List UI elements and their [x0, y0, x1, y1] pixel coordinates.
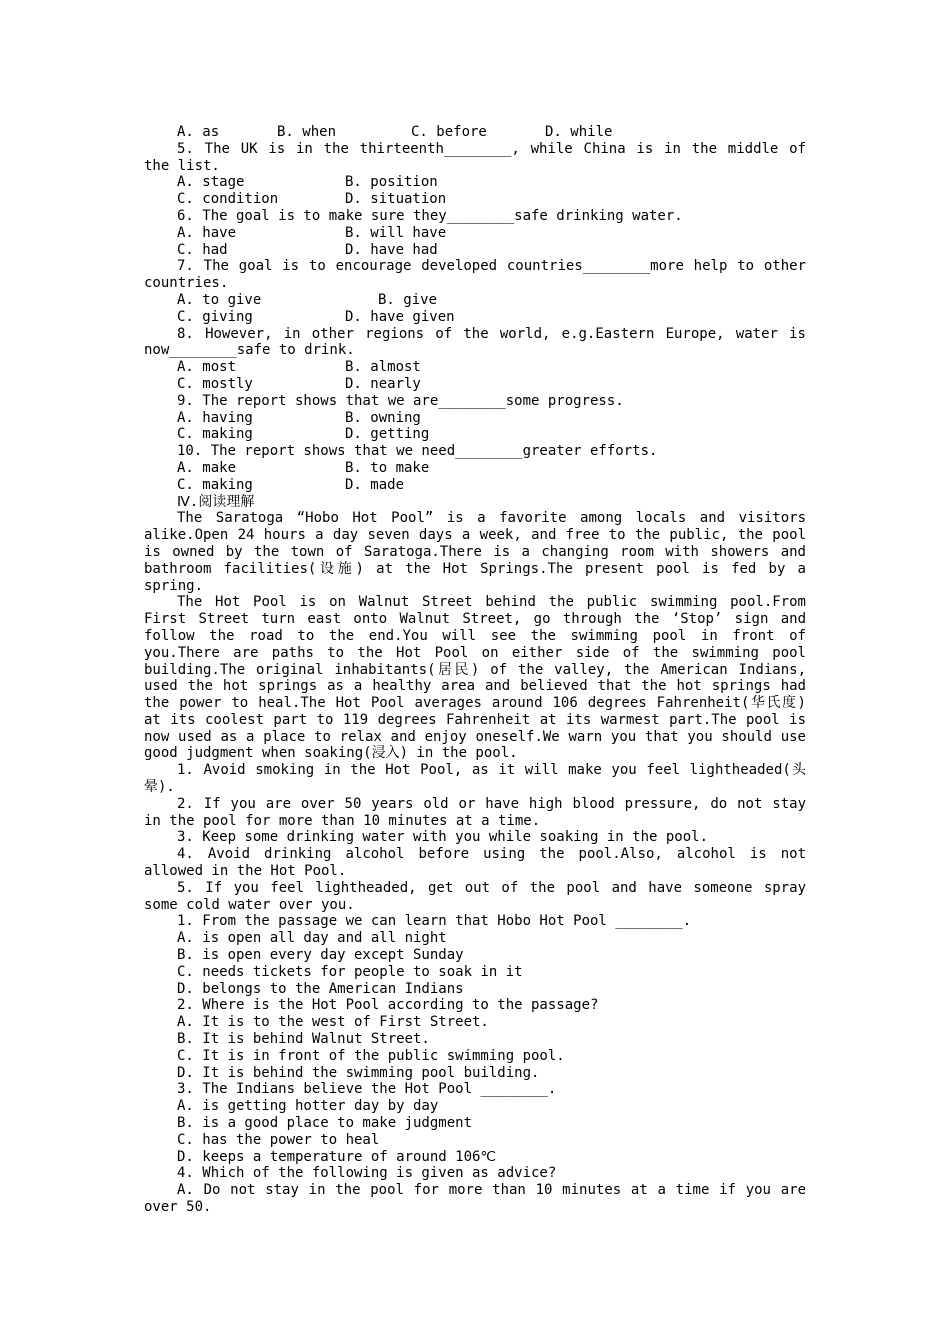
option: C. has the power to heal: [177, 1131, 380, 1148]
option: D. keeps a temperature of around 106℃: [177, 1148, 497, 1165]
options-row: [144, 242, 806, 259]
option: A. as: [177, 124, 220, 140]
option: B. give: [378, 291, 438, 308]
question-stem: 7. The goal is to encourage developed countries________more help to other countries.: [144, 258, 806, 292]
option: D. have given: [345, 308, 455, 325]
section-title: Ⅳ.阅读理解: [177, 493, 255, 510]
option: B. almost: [345, 359, 421, 376]
option: C. needs tickets for people to soak in it: [177, 963, 523, 980]
option: D. It is behind the swimming pool building.: [177, 1064, 540, 1081]
option: A. make: [177, 459, 237, 476]
options-row: [144, 426, 806, 443]
options-row: [144, 292, 806, 309]
option: B. position: [345, 174, 438, 191]
advice-item: 1. Avoid smoking in the Hot Pool, as it will make you feel lightheaded(头晕).: [144, 762, 806, 796]
option: B. will have: [345, 224, 447, 241]
option: D. belongs to the American Indians: [177, 980, 464, 997]
option: A. stage: [177, 174, 245, 191]
options-row: [144, 477, 806, 494]
option: C. giving: [177, 308, 253, 325]
options-row: [144, 460, 806, 477]
options-row: [144, 410, 806, 427]
advice-item: 2. If you are over 50 years old or have high blood pressure, do not stay in the pool for more than 10 minutes at a time.: [144, 795, 806, 829]
option: B. when: [277, 124, 337, 140]
option: C. mostly: [177, 375, 253, 392]
option: D. have had: [345, 241, 438, 258]
option: D. while: [545, 124, 613, 140]
advice-item: 4. Avoid drinking alcohol before using the pool.Also, alcohol is not allowed in the Hot Pool.: [144, 846, 806, 880]
question-stem: 10. The report shows that we need________greater efforts.: [177, 443, 658, 460]
option: C. before: [411, 124, 487, 140]
option: D. nearly: [345, 375, 421, 392]
option: C. making: [177, 476, 253, 493]
options-row: [144, 225, 806, 242]
document-page: [144, 124, 806, 1216]
option: B. is open every day except Sunday: [177, 947, 464, 964]
q4-options: [144, 124, 806, 141]
option: A. having: [177, 409, 253, 426]
option: B. owning: [345, 409, 421, 426]
option: B. is a good place to make judgment: [177, 1115, 473, 1132]
option: A. is getting hotter day by day: [177, 1098, 439, 1115]
options-row: [144, 376, 806, 393]
options-row: [144, 309, 806, 326]
options-row: [144, 191, 806, 208]
option: A. Do not stay in the pool for more than 10 minutes at a time if you are over 50.: [144, 1182, 806, 1215]
option: A. It is to the west of First Street.: [177, 1014, 489, 1031]
option: C. had: [177, 241, 228, 258]
option: A. to give: [177, 291, 262, 308]
reading-paragraph: The Saratoga “Hobo Hot Pool” is a favorite among locals and visitors alike.Open 24 hours a day seven days a week, and free to the public, the pool is owned by the town of Saratoga.There is a changing room with showers and bathroom facilities(设施) at the Hot Springs.The present pool is fed by a spring.: [144, 510, 806, 594]
reading-paragraph: The Hot Pool is on Walnut Street behind the public swimming pool.From First Street turn east onto Walnut Street, go through the ‘Stop’ sign and follow the road to the end.You will see the swimming pool in front of you.There are paths to the Hot Pool on either side of the swimming pool building.The original inhabitants(居民) of the valley, the American Indians, used the hot springs as a healthy area and believed that the hot springs had the power to heal.The Hot Pool averages around 106 degrees Fahrenheit(华氏度) at its coolest part to 119 degrees Fahrenheit at its warmest part.The pool is now used as a place to relax and enjoy oneself.We warn you that you should use good judgment when soaking(浸入) in the pool.: [144, 594, 806, 762]
question-stem: 1. From the passage we can learn that Hobo Hot Pool ________.: [177, 913, 692, 930]
question-stem: 4. Which of the following is given as advice?: [177, 1165, 557, 1182]
option: D. situation: [345, 191, 447, 208]
options-row: [144, 359, 806, 376]
advice-item: 5. If you feel lightheaded, get out of the pool and have someone spray some cold water over you.: [144, 879, 806, 913]
option: A. is open all day and all night: [177, 930, 447, 947]
option: D. getting: [345, 426, 430, 443]
option: C. It is in front of the public swimming pool.: [177, 1047, 565, 1064]
question-stem: 6. The goal is to make sure they________safe drinking water.: [177, 207, 683, 224]
question-stem: 2. Where is the Hot Pool according to the passage?: [177, 997, 599, 1014]
option: A. most: [177, 359, 237, 376]
options-row: [144, 174, 806, 191]
option: B. to make: [345, 459, 430, 476]
question-stem: 9. The report shows that we are________some progress.: [177, 392, 624, 409]
option: A. have: [177, 224, 237, 241]
option: B. It is behind Walnut Street.: [177, 1031, 430, 1048]
question-stem: 5. The UK is in the thirteenth________, while China is in the middle of the list.: [144, 140, 806, 174]
option: D. made: [345, 476, 405, 493]
question-stem: 3. The Indians believe the Hot Pool ________.: [177, 1081, 557, 1098]
option: C. condition: [177, 191, 279, 208]
advice-item: 3. Keep some drinking water with you while soaking in the pool.: [177, 829, 709, 846]
question-stem: 8. However, in other regions of the world, e.g.Eastern Europe, water is now________safe to drink.: [144, 325, 806, 359]
option: C. making: [177, 426, 253, 443]
